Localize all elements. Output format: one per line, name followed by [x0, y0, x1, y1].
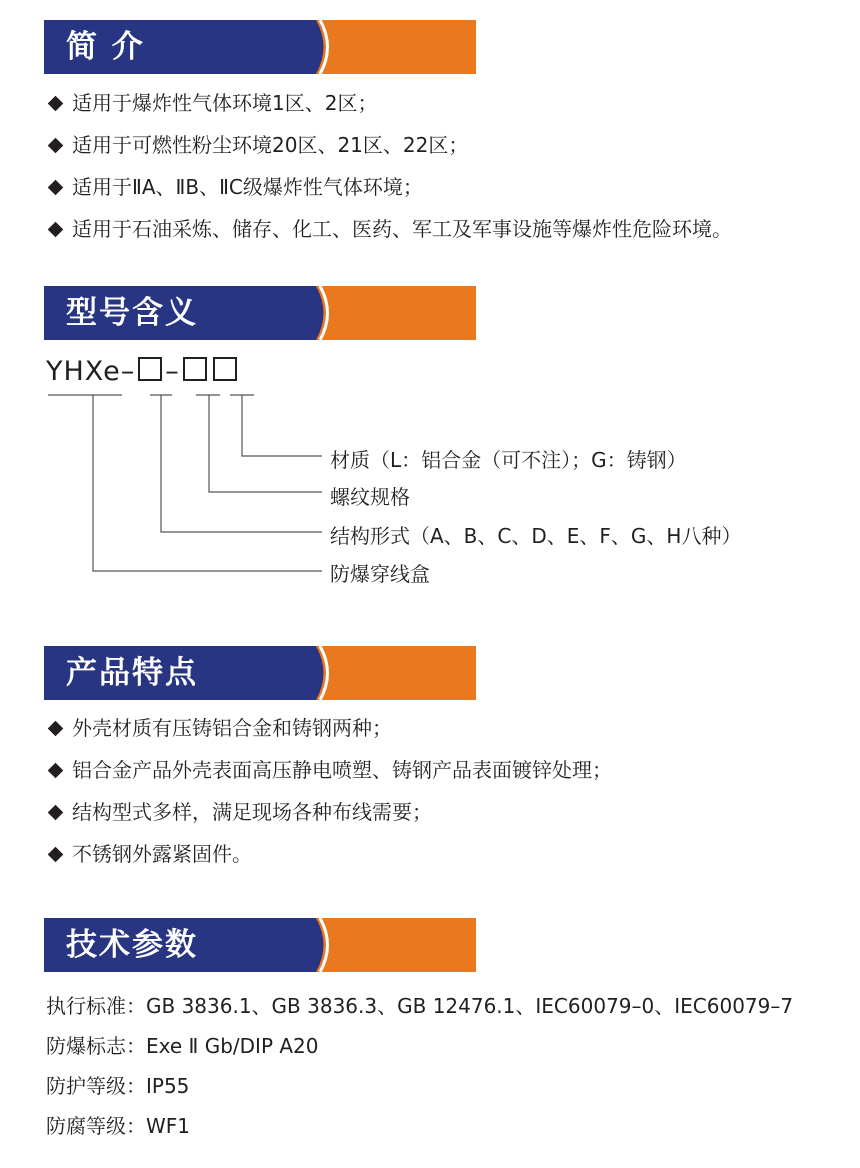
- model-code-prefix: YHXe–: [46, 356, 136, 387]
- diamond-bullet-icon: [48, 95, 64, 111]
- list-item: 适用于可燃性粉尘环境20区、21区、22区；: [46, 124, 732, 166]
- params-list: [46, 986, 793, 1146]
- param-row: [46, 986, 793, 1026]
- param-label: 防护等级：: [46, 1074, 146, 1098]
- intro-list: [46, 82, 732, 250]
- diamond-bullet-icon: [48, 804, 64, 820]
- diamond-bullet-icon: [48, 137, 64, 153]
- model-desc-material: 材质（L：铝合金（可不注）；G：铸钢）: [330, 448, 687, 472]
- param-value: Exe Ⅱ Gb/DIP A20: [146, 1034, 319, 1058]
- section-header-intro: [44, 20, 476, 74]
- section-header-params: [44, 918, 476, 972]
- list-item: 结构型式多样，满足现场各种布线需要；: [46, 791, 612, 833]
- section-title-features: 产品特点: [66, 655, 198, 691]
- section-header-model: [44, 286, 476, 340]
- param-row: [46, 1026, 793, 1066]
- param-label: 执行标准：: [46, 994, 146, 1018]
- code-box-material: [213, 357, 237, 381]
- model-code-sep: –: [165, 356, 180, 387]
- param-row: [46, 1066, 793, 1106]
- list-item: 适用于石油采炼、储存、化工、医药、军工及军事设施等爆炸性危险环境。: [46, 208, 732, 250]
- param-value: IP55: [146, 1074, 190, 1098]
- list-item: 适用于ⅡA、ⅡB、ⅡC级爆炸性气体环境；: [46, 166, 732, 208]
- param-value: GB 3836.1、GB 3836.3、GB 12476.1、IEC60079–0、IEC60079–7: [146, 994, 794, 1018]
- list-item: 适用于爆炸性气体环境1区、2区；: [46, 82, 732, 124]
- section-title-intro: 简 介: [66, 29, 145, 65]
- features-list: [46, 707, 612, 875]
- code-box-thread: [183, 357, 207, 381]
- param-value: WF1: [146, 1114, 191, 1138]
- diamond-bullet-icon: [48, 720, 64, 736]
- diamond-bullet-icon: [48, 846, 64, 862]
- code-box-structure: [138, 357, 162, 381]
- model-desc-thread: 螺纹规格: [330, 485, 410, 509]
- list-item: 铝合金产品外壳表面高压静电喷塑、铸钢产品表面镀锌处理；: [46, 749, 612, 791]
- model-desc-structure: 结构形式（A、B、C、D、E、F、G、H八种）: [330, 524, 742, 548]
- section-title-model: 型号含义: [66, 295, 198, 331]
- diamond-bullet-icon: [48, 762, 64, 778]
- list-item: 外壳材质有压铸铝合金和铸钢两种；: [46, 707, 612, 749]
- diamond-bullet-icon: [48, 221, 64, 237]
- section-title-params: 技术参数: [66, 927, 198, 963]
- model-leader-lines: [0, 380, 860, 580]
- model-desc-box: 防爆穿线盒: [330, 562, 430, 586]
- param-label: 防腐等级：: [46, 1114, 146, 1138]
- diamond-bullet-icon: [48, 179, 64, 195]
- section-header-features: [44, 646, 476, 700]
- list-item: 不锈钢外露紧固件。: [46, 833, 612, 875]
- param-label: 防爆标志：: [46, 1034, 146, 1058]
- param-row: [46, 1106, 793, 1146]
